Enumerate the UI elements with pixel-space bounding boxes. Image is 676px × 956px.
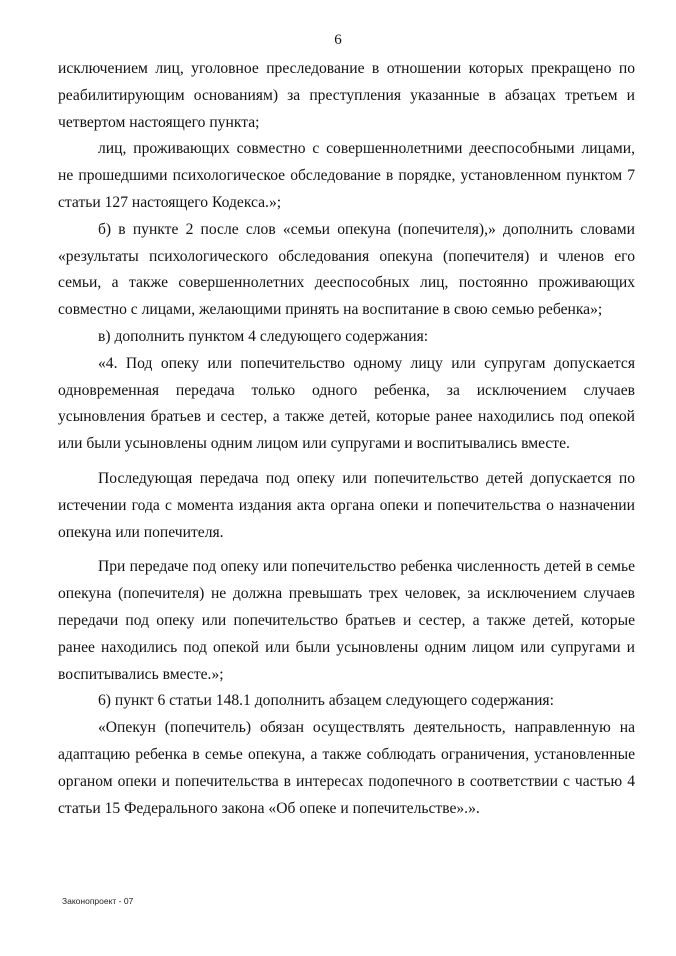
- paragraph-point-4: «4. Под опеку или попечительство одному лицу или супругам допускается одновременная передача только одного ребенка, за исключением случаев усыновления братьев и сестер, а также детей, которые ранее находились под опекой или были усыновлены одним лицом или супругами и воспитывались вместе.: [58, 354, 635, 453]
- paragraph-item-b: б) в пункте 2 после слов «семьи опекуна (попечителя),» дополнить словами «результаты психологического обследования опекуна (попечителя) и членов его семьи, а также совершеннолетних дееспособных лиц, постоянно проживающих совместно с лицами, желающими принять на воспитание в свою семью ребенка»;: [58, 220, 635, 319]
- paragraph-item-6: 6) пункт 6 статьи 148.1 дополнить абзацем следующего содержания:: [98, 692, 554, 710]
- paragraph-guardian-duties: «Опекун (попечитель) обязан осуществлять деятельность, направленную на адаптацию ребенка в семье опекуна, а также соблюдать ограничения, установленные органом опеки и попечительства в интересах подопечного в соответствии с частью 4 статьи 15 Федерального закона «Об опеке и попечительстве».».: [58, 719, 635, 817]
- document-body: [58, 56, 635, 822]
- paragraph-subsequent-transfer: Последующая передача под опеку или попечительство детей допускается по истечении года с момента издания акта органа опеки и попечительства о назначении опекуна или попечителя.: [58, 469, 635, 541]
- page-number: 6: [334, 32, 342, 48]
- paragraph-item-v: в) дополнить пунктом 4 следующего содержания:: [98, 327, 429, 345]
- paragraph-cohabitants: лиц, проживающих совместно с совершеннолетними дееспособными лицами, не прошедшими психологическое обследование в порядке, установленном пунктом 7 статьи 127 настоящего Кодекса.»;: [58, 140, 635, 211]
- paragraph-continuation: исключением лиц, уголовное преследование в отношении которых прекращено по реабилитирующим основаниям) за преступления указанные в абзацах третьем и четвертом настоящего пункта;: [58, 60, 635, 131]
- paragraph-children-limit: При передаче под опеку или попечительство ребенка численность детей в семье опекуна (попечителя) не должна превышать трех человек, за исключением случаев передачи под опеку или попечительство братьев и сестер, а также детей, которые ранее находились под опекой или были усыновлены одним лицом или супругами и воспитывались вместе.»;: [58, 558, 635, 683]
- footer-label: Законопроект - 07: [62, 896, 134, 906]
